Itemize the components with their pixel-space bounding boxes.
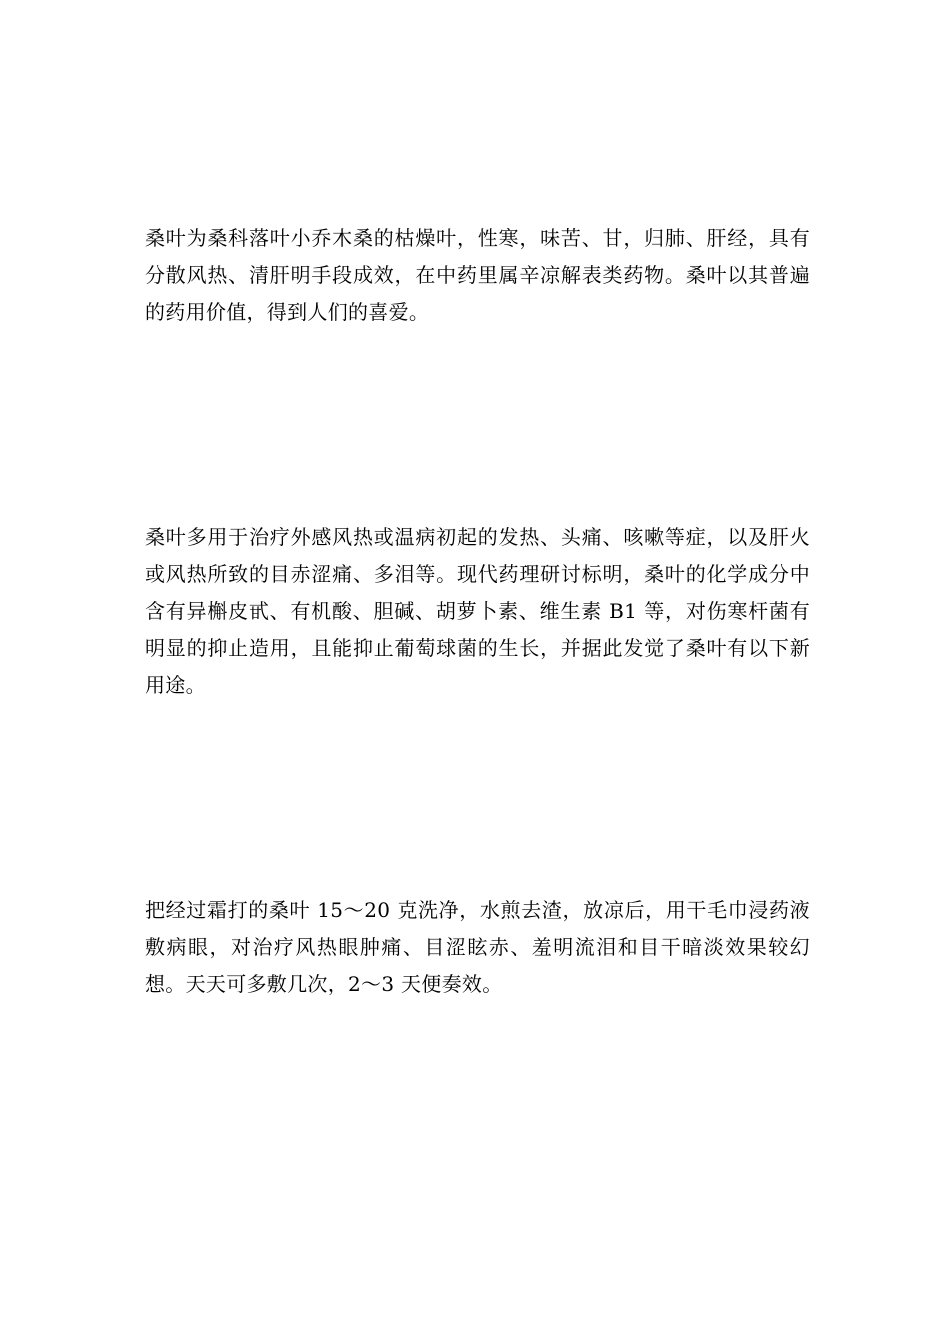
paragraph-mulberry-leaf-intro: 桑叶为桑科落叶小乔木桑的枯燥叶，性寒，味苦、甘，归肺、肝经，具有分散风热、清肝明手段成效，在中药里属辛凉解表类药物。桑叶以其普遍的药用价值，得到人们的喜爱。 xyxy=(145,226,810,324)
paragraph-eye-treatment-usage: 把经过霜打的桑叶 15～20 克洗净，水煎去渣，放凉后，用干毛巾浸药液敷病眼，对治疗风热眼肿痛、目涩眩赤、羞明流泪和目干暗淡效果较幻想。天天可多敷几次，2～3 天便奏效。 xyxy=(145,898,810,996)
paragraph-uses-and-pharmacology: 桑叶多用于治疗外感风热或温病初起的发热、头痛、咳嗽等症，以及肝火或风热所致的目赤涩痛、多泪等。现代药理研讨标明，桑叶的化学成分中含有异槲皮甙、有机酸、胆碱、胡萝卜素、维生素 B1 等，对伤寒杆菌有明显的抑止造用，且能抑止葡萄球菌的生长，并据此发觉了桑叶有以下新用途。 xyxy=(145,525,810,697)
